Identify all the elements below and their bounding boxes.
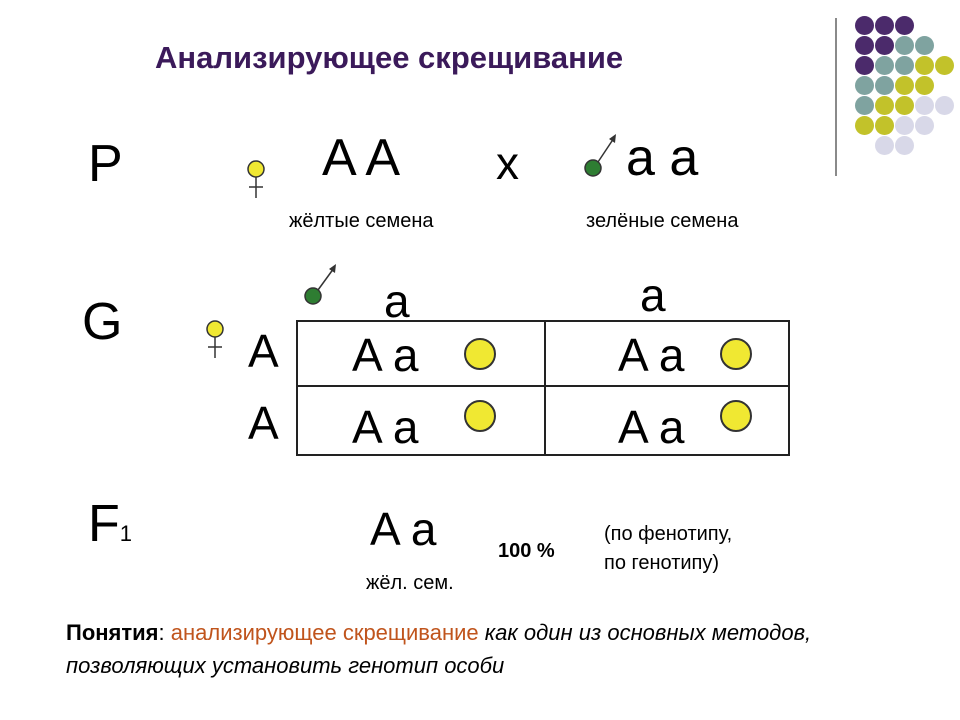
yellow-seed-icon <box>720 338 752 370</box>
decor-dot <box>895 36 914 55</box>
punnett-cell-genotype: A a <box>618 401 685 453</box>
decor-dot <box>895 56 914 75</box>
decor-dot <box>915 96 934 115</box>
generation-p-label: P <box>88 135 123 193</box>
female-symbol-icon <box>244 158 270 202</box>
punnett-column-divider <box>544 322 546 454</box>
decor-dot <box>915 116 934 135</box>
concept-definition: как один из основных методов, позволяющих установить генотип особи <box>66 620 812 678</box>
slide-title: Анализирующее скрещивание <box>155 40 624 75</box>
decor-dot <box>855 76 874 95</box>
male-gamete-1: a <box>384 275 410 327</box>
f1-genotype: A a <box>370 503 437 555</box>
punnett-row-divider <box>298 385 788 387</box>
decor-dot <box>875 136 894 155</box>
f1-percent: 100 % <box>498 540 555 562</box>
generation-f-letter: F <box>88 495 120 553</box>
punnett-square <box>296 320 790 456</box>
male-phenotype-label: зелёные семена <box>586 210 739 232</box>
decorative-divider <box>835 18 837 176</box>
female-symbol-icon <box>203 318 229 362</box>
decor-dot <box>875 36 894 55</box>
decor-dot <box>875 76 894 95</box>
punnett-cell-genotype: A a <box>352 401 419 453</box>
decor-dot <box>875 16 894 35</box>
concept-key: Понятия <box>66 620 159 645</box>
cross-sign: x <box>496 137 519 189</box>
decor-dot <box>895 116 914 135</box>
f1-note-line-1: (по фенотипу, <box>604 523 733 545</box>
decor-dot <box>935 56 954 75</box>
decor-dot <box>855 56 874 75</box>
generation-f-label <box>88 495 133 553</box>
decor-dot <box>935 96 954 115</box>
male-gamete-2: a <box>640 269 666 321</box>
decor-dot <box>855 96 874 115</box>
yellow-seed-icon <box>464 338 496 370</box>
male-symbol-icon <box>302 262 342 312</box>
yellow-seed-icon <box>720 400 752 432</box>
punnett-cell-genotype: A a <box>618 329 685 381</box>
female-gamete-2: A <box>248 397 279 449</box>
male-symbol-icon <box>582 130 622 180</box>
decor-dot <box>915 56 934 75</box>
male-parent-genotype: a a <box>626 129 699 187</box>
decor-dot <box>875 56 894 75</box>
decor-dot <box>875 96 894 115</box>
yellow-seed-icon <box>464 400 496 432</box>
decor-dot <box>855 116 874 135</box>
decorative-dot-pattern <box>850 12 950 162</box>
f1-phenotype-label: жёл. сем. <box>366 572 454 594</box>
female-phenotype-label: жёлтые семена <box>289 210 434 232</box>
decor-dot <box>855 36 874 55</box>
punnett-cell-genotype: A a <box>352 329 419 381</box>
decor-dot <box>915 36 934 55</box>
f1-note-line-2: по генотипу) <box>604 552 720 574</box>
concept-term: анализирующее скрещивание <box>170 620 479 645</box>
decor-dot <box>895 76 914 95</box>
female-gamete-1: A <box>248 325 279 377</box>
generation-f-subscript: 1 <box>119 521 133 546</box>
decor-dot <box>855 16 874 35</box>
concept-text <box>66 616 876 682</box>
generation-g-label: G <box>82 293 123 351</box>
decor-dot <box>895 16 914 35</box>
decor-dot <box>875 116 894 135</box>
concept-colon: : <box>158 620 165 645</box>
female-parent-genotype: A A <box>322 129 401 187</box>
decor-dot <box>915 76 934 95</box>
decor-dot <box>895 136 914 155</box>
decor-dot <box>895 96 914 115</box>
